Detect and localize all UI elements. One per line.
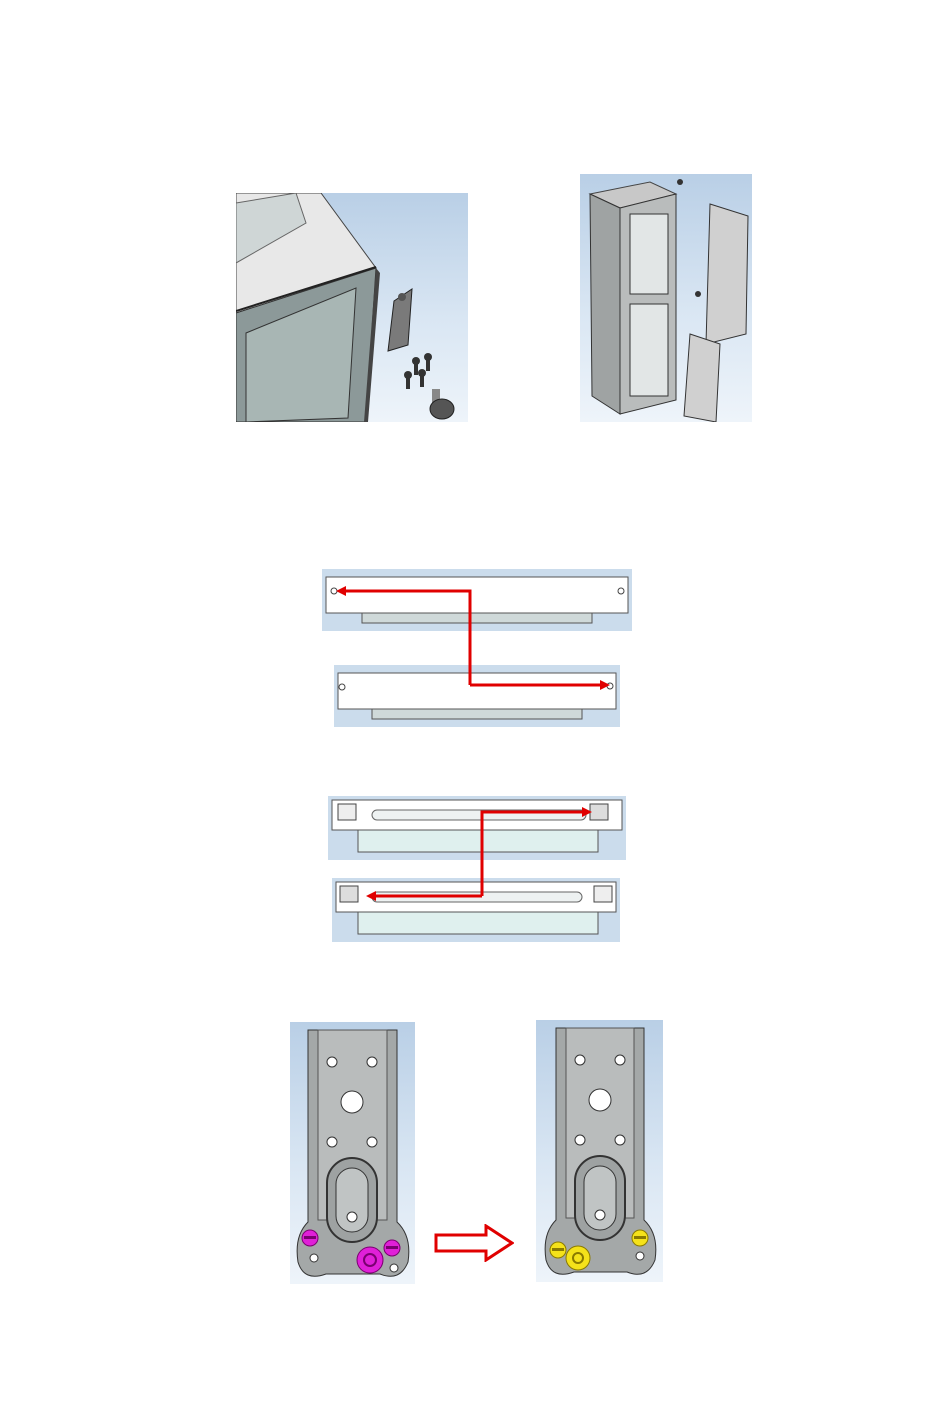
door-removal-figure <box>580 174 752 422</box>
fridge-doors-exploded-icon <box>580 174 752 422</box>
door-top-stops-swap-figure <box>322 569 632 729</box>
door-bottom-stops-swap-figure <box>328 796 626 942</box>
hinge-plate-after-figure <box>536 1020 663 1282</box>
hinge-plate-magenta-screws-icon <box>290 1022 415 1284</box>
hinge-plate-yellow-screws-icon <box>536 1020 663 1282</box>
right-arrow-icon <box>434 1224 514 1262</box>
transform-arrow <box>434 1224 514 1262</box>
door-top-swap-arrows-icon <box>322 569 632 729</box>
hinge-plate-before-figure <box>290 1022 415 1284</box>
hinge-removal-figure <box>236 193 468 422</box>
door-bottom-swap-arrows-icon <box>328 796 626 942</box>
hinge-bracket-screws-icon <box>236 193 468 422</box>
